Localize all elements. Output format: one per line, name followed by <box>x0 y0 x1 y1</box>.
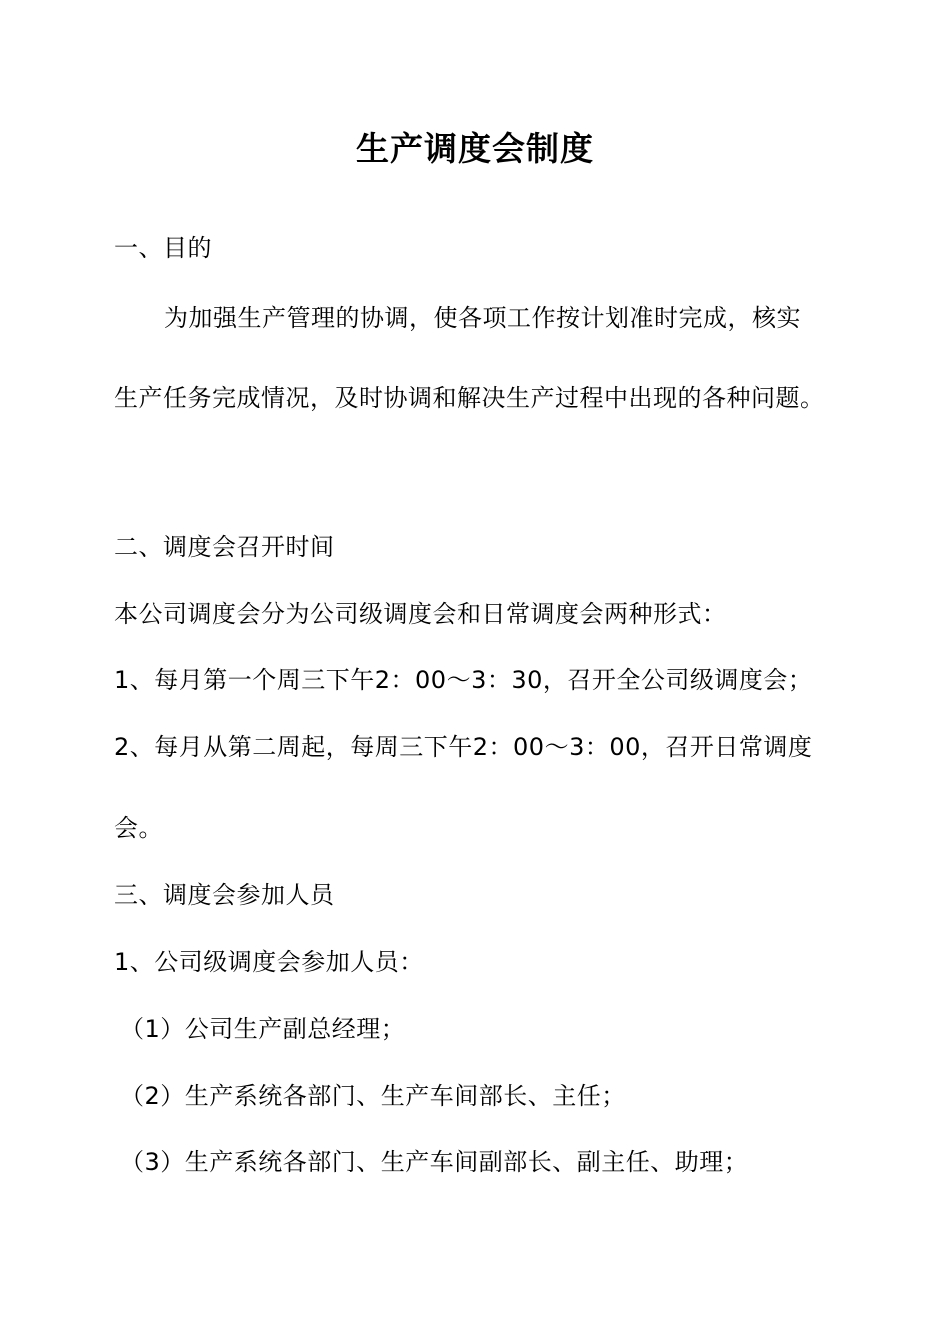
section-heading-meeting-time: 二、调度会召开时间 <box>114 533 335 561</box>
list-item-continuation: 会。 <box>114 814 163 842</box>
document-title: 生产调度会制度 <box>356 129 594 168</box>
list-item: 1、每月第一个周三下午2：00～3：30，召开全公司级调度会； <box>114 666 813 694</box>
paragraph-line: 本公司调度会分为公司级调度会和日常调度会两种形式： <box>114 600 727 628</box>
list-item: （1）公司生产副总经理； <box>120 1015 406 1043</box>
paragraph-line: 为加强生产管理的协调，使各项工作按计划准时完成，核实 <box>164 304 801 332</box>
list-item: （2）生产系统各部门、生产车间部长、主任； <box>120 1082 626 1110</box>
list-item: 2、每月从第二周起，每周三下午2：00～3：00，召开日常调度 <box>114 733 813 761</box>
section-heading-attendees: 三、调度会参加人员 <box>114 881 335 909</box>
paragraph-line: 生产任务完成情况，及时协调和解决生产过程中出现的各种问题。 <box>114 384 825 412</box>
list-item: （3）生产系统各部门、生产车间副部长、副主任、助理； <box>120 1148 749 1176</box>
sub-heading: 1、公司级调度会参加人员： <box>114 948 424 976</box>
section-heading-purpose: 一、目的 <box>114 234 212 262</box>
